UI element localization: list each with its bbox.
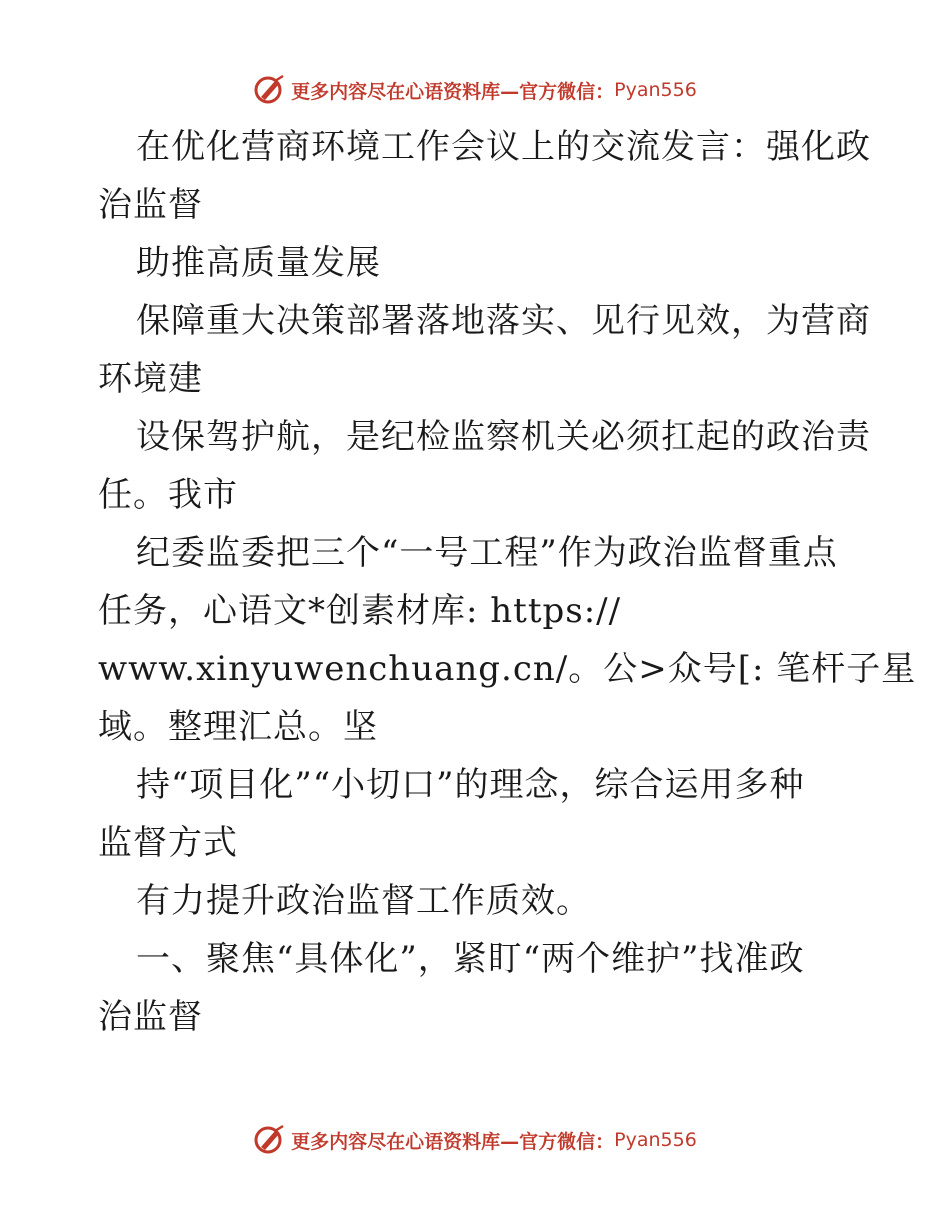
document-body <box>98 118 917 1046</box>
text-line: 治监督 <box>98 185 203 225</box>
text-line: 环境建 <box>98 359 203 399</box>
text-line: 治监督 <box>98 997 203 1037</box>
text-line: 任。我市 <box>98 475 238 515</box>
text-line: 有力提升政治监督工作质效。 <box>136 881 591 921</box>
text-line: 在优化营商环境工作会议上的交流发言：强化政 <box>136 127 871 167</box>
text-line: 任务，心语文*创素材库: https:// <box>98 591 622 631</box>
text-line: 设保驾护航，是纪检监察机关必须扛起的政治责 <box>136 417 871 457</box>
pen-logo-icon <box>253 73 287 107</box>
header-banner <box>0 70 950 110</box>
text-line: 纪委监委把三个“一号工程”作为政治监督重点 <box>136 533 838 573</box>
banner-contact: Pyan556 <box>614 79 697 101</box>
banner-contact: Pyan556 <box>614 1129 697 1151</box>
text-line: 助推高质量发展 <box>136 243 381 283</box>
text-line: 保障重大决策部署落地落实、见行见效，为营商 <box>136 301 871 341</box>
pen-logo-icon <box>253 1123 287 1157</box>
footer-banner <box>0 1120 950 1160</box>
text-line: www.xinyuwenchuang.cn/。公>众号[: 笔杆子星 <box>98 649 917 689</box>
text-line: 域。整理汇总。坚 <box>98 707 378 747</box>
text-line: 持“项目化”“小切口”的理念，综合运用多种 <box>136 765 805 805</box>
banner-text: 更多内容尽在心语资料库—官方微信： <box>291 1130 615 1153</box>
banner-text: 更多内容尽在心语资料库—官方微信： <box>291 80 615 103</box>
text-line: 一、聚焦“具体化”，紧盯“两个维护”找准政 <box>136 939 805 979</box>
text-line: 监督方式 <box>98 823 238 863</box>
